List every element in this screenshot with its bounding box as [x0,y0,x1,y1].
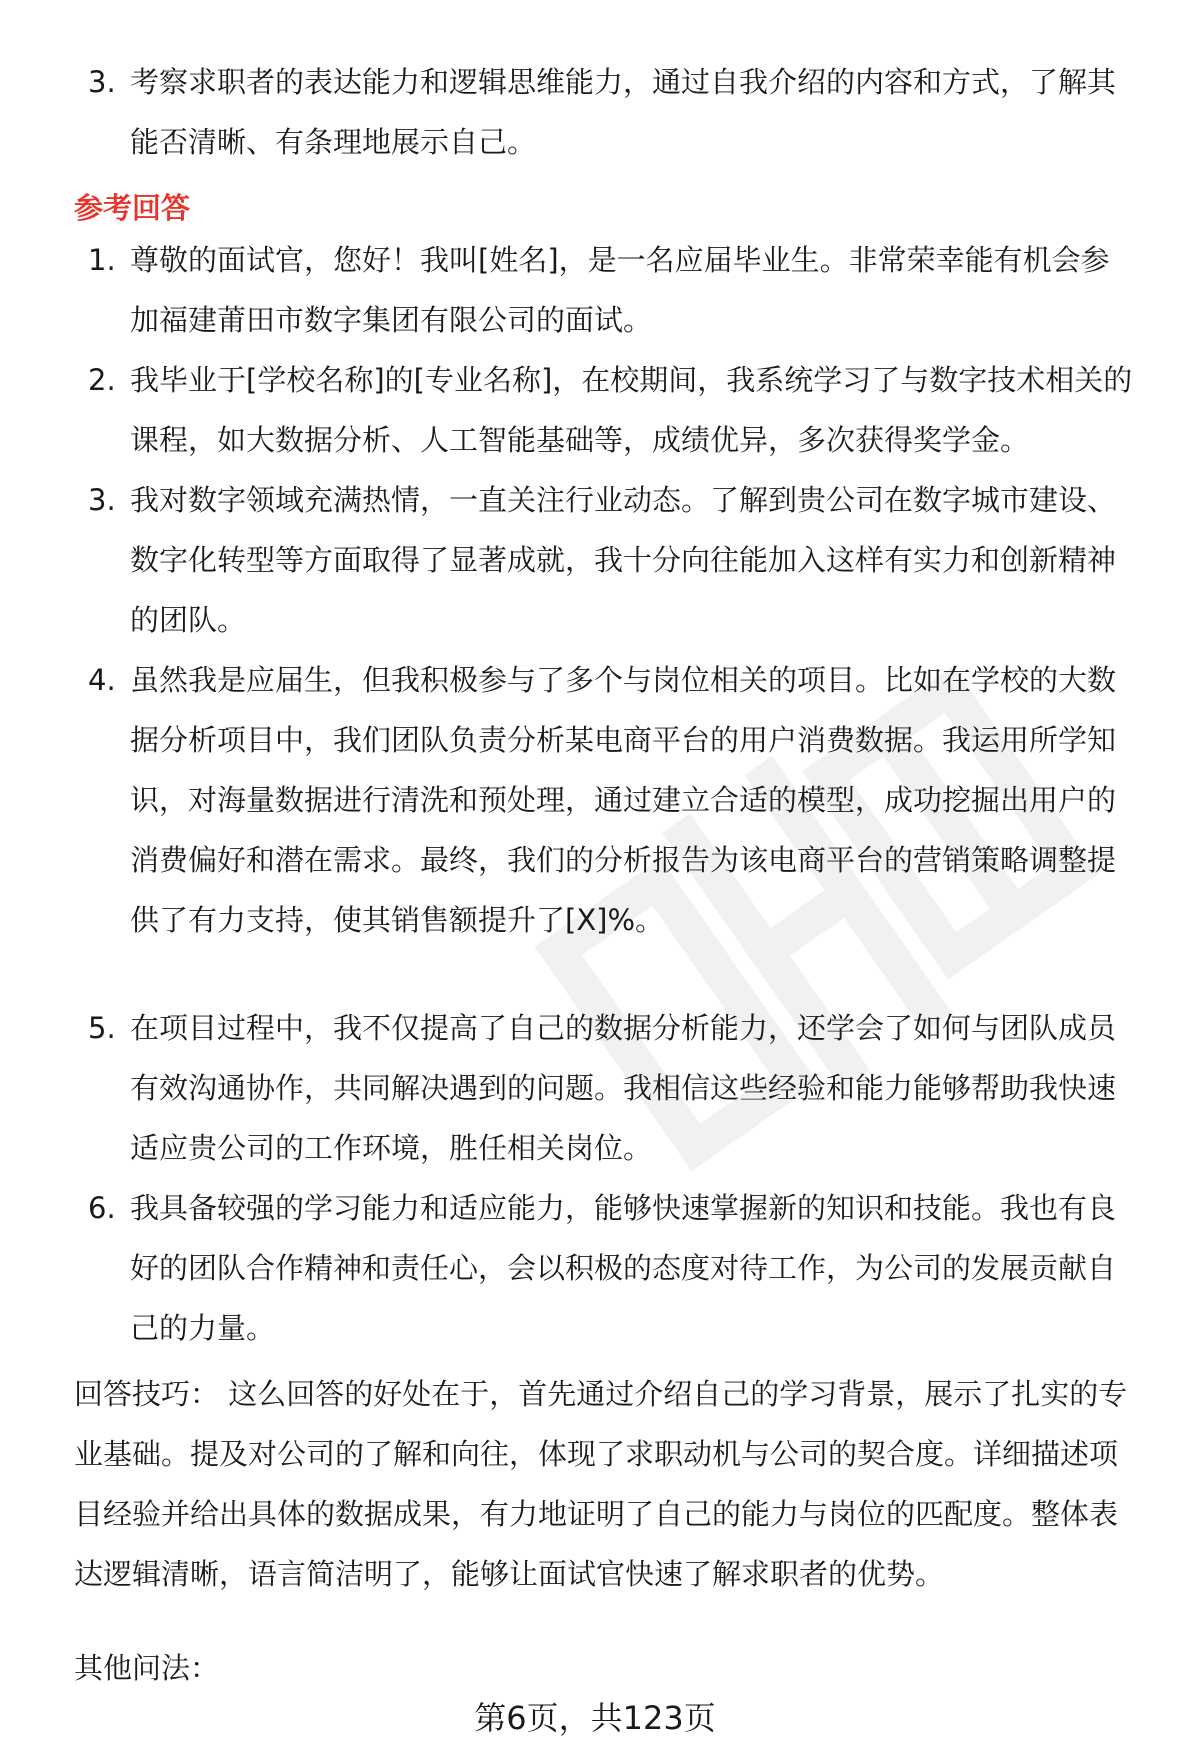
answer-item-2 [0,350,1190,470]
answer-line: 好的团队合作精神和责任心，会以积极的态度对待工作，为公司的发展贡献自 [130,1251,1117,1285]
section-heading: 参考回答 [74,191,191,225]
answer-line: 虽然我是应届生，但我积极参与了多个与岗位相关的项目。比如在学校的大数 [130,663,1117,697]
intro-list [0,52,1190,172]
tips-line: 回答技巧： 这么回答的好处在于，首先通过介绍自己的学习背景，展示了扎实的专 [74,1377,1128,1411]
tips-line: 业基础。提及对公司的了解和向往，体现了求职动机与公司的契合度。详细描述项 [74,1437,1119,1471]
intro-item-3 [0,52,1190,172]
answer-line: 尊敬的面试官，您好！我叫[姓名]，是一名应届毕业生。非常荣幸能有机会参 [130,243,1110,277]
answer-line: 有效沟通协作，共同解决遇到的问题。我相信这些经验和能力能够帮助我快速 [130,1071,1117,1105]
answer-item-1 [0,230,1190,350]
answer-line: 数字化转型等方面取得了显著成就，我十分向往能加入这样有实力和创新精神 [130,543,1117,577]
intro-item-number: 3. [88,65,116,99]
answer-line: 的团队。 [130,603,247,637]
answer-number: 3. [88,483,116,517]
answer-line: 加福建莆田市数字集团有限公司的面试。 [130,303,653,337]
answer-line: 己的力量。 [130,1311,276,1345]
answer-number: 2. [88,363,116,397]
answer-line: 我对数字领域充满热情，一直关注行业动态。了解到贵公司在数字城市建设、 [130,483,1117,517]
answer-item-6 [0,1178,1190,1358]
tips-line: 达逻辑清晰，语言简洁明了，能够让面试官快速了解求职者的优势。 [74,1557,945,1591]
page-number: 第6页，共123页 [474,1699,716,1737]
answer-line: 据分析项目中，我们团队负责分析某电商平台的用户消费数据。我运用所学知 [130,723,1117,757]
answer-line: 供了有力支持，使其销售额提升了[X]%。 [130,903,665,937]
answer-line: 适应贵公司的工作环境，胜任相关岗位。 [130,1131,653,1165]
answer-line: 消费偏好和潜在需求。最终，我们的分析报告为该电商平台的营销策略调整提 [130,843,1117,877]
answer-item-4 [0,650,1190,950]
answer-item-5 [0,998,1190,1178]
intro-line: 能否清晰、有条理地展示自己。 [130,125,537,159]
intro-line: 考察求职者的表达能力和逻辑思维能力，通过自我介绍的内容和方式，了解其 [130,65,1117,99]
other-questions-label: 其他问法： [74,1651,220,1685]
answer-line: 识，对海量数据进行清洗和预处理，通过建立合适的模型，成功挖掘出用户的 [130,783,1117,817]
answer-item-3 [0,470,1190,650]
answer-number: 4. [88,663,116,697]
answer-tips [74,1364,1174,1604]
answer-line: 我毕业于[学校名称]的[专业名称]，在校期间，我系统学习了与数字技术相关的 [130,363,1133,397]
answer-line: 我具备较强的学习能力和适应能力，能够快速掌握新的知识和技能。我也有良 [130,1191,1117,1225]
answer-line: 课程，如大数据分析、人工智能基础等，成绩优异，多次获得奖学金。 [130,423,1030,457]
answer-number: 1. [88,243,116,277]
tips-line: 目经验并给出具体的数据成果，有力地证明了自己的能力与岗位的匹配度。整体表 [74,1497,1119,1531]
answer-number: 6. [88,1191,116,1225]
answer-number: 5. [88,1011,116,1045]
answer-line: 在项目过程中，我不仅提高了自己的数据分析能力，还学会了如何与团队成员 [130,1011,1117,1045]
